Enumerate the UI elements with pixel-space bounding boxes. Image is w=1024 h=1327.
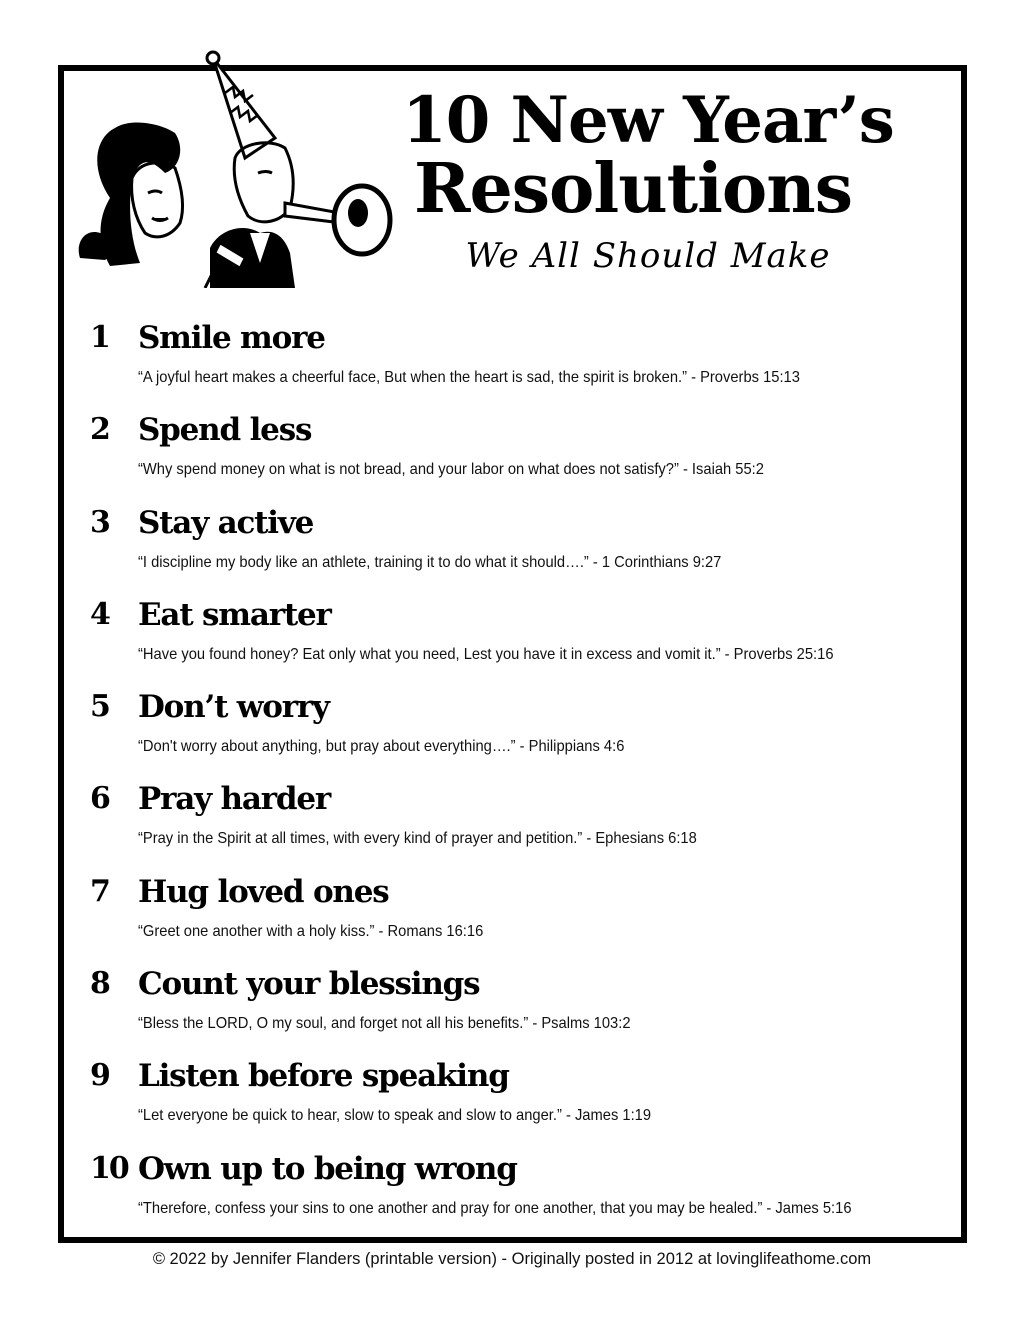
resolution-number: 10 bbox=[90, 1150, 128, 1186]
resolution-quote: “A joyful heart makes a cheerful face, But when the heart is sad, the spirit is broken.” - Proverbs 15:13 bbox=[138, 369, 800, 386]
resolution-item bbox=[90, 318, 960, 410]
resolution-number: 7 bbox=[90, 873, 109, 909]
resolution-title: Eat smarter bbox=[138, 596, 331, 633]
resolution-title: Count your blessings bbox=[138, 966, 480, 1003]
resolution-item bbox=[90, 410, 960, 502]
resolution-item bbox=[90, 779, 960, 871]
resolution-item bbox=[90, 595, 960, 687]
resolutions-list bbox=[90, 318, 960, 1241]
resolution-title: Pray harder bbox=[138, 781, 331, 818]
resolution-quote: “Why spend money on what is not bread, and your labor on what does not satisfy?” - Isaiah 55:2 bbox=[138, 461, 764, 479]
copyright-footer: © 2022 by Jennifer Flanders (printable version) - Originally posted in 2012 at lovinglifeathome.com bbox=[152, 1250, 872, 1268]
resolution-number: 5 bbox=[90, 689, 109, 725]
document-subtitle: We All Should Make bbox=[465, 236, 831, 276]
resolution-title: Listen before speaking bbox=[138, 1058, 509, 1095]
resolution-number: 1 bbox=[90, 320, 109, 355]
resolution-item bbox=[90, 964, 960, 1056]
resolution-title: Spend less bbox=[138, 412, 312, 449]
resolution-quote: “Don't worry about anything, but pray about everything….” - Philippians 4:6 bbox=[138, 738, 625, 756]
resolution-number: 8 bbox=[90, 966, 109, 1002]
resolution-title: Don’t worry bbox=[138, 689, 329, 726]
resolution-quote: “Have you found honey? Eat only what you need, Lest you have it in excess and vomit it.” - Proverbs 25:16 bbox=[138, 645, 834, 663]
resolution-item bbox=[90, 503, 960, 595]
resolution-number: 9 bbox=[90, 1058, 109, 1094]
resolution-number: 2 bbox=[90, 412, 109, 448]
resolution-title: Smile more bbox=[138, 320, 325, 356]
resolution-quote: “Let everyone be quick to hear, slow to speak and slow to anger.” - James 1:19 bbox=[138, 1107, 652, 1125]
document-title bbox=[368, 83, 928, 229]
resolution-item bbox=[90, 687, 960, 779]
title-line-1: 10 New Year’s bbox=[402, 83, 894, 158]
resolution-number: 3 bbox=[90, 504, 109, 540]
resolution-number: 4 bbox=[90, 596, 109, 632]
resolution-quote: “Therefore, confess your sins to one another and pray for one another, that you may be healed.” - James 5:16 bbox=[138, 1199, 852, 1217]
resolution-quote: “Pray in the Spirit at all times, with every kind of prayer and petition.” - Ephesians 6:18 bbox=[138, 830, 697, 848]
resolution-title: Own up to being wrong bbox=[138, 1150, 517, 1187]
resolution-title: Hug loved ones bbox=[138, 873, 389, 910]
resolution-quote: “I discipline my body like an athlete, training it to do what it should….” - 1 Corinthians 9:27 bbox=[138, 553, 722, 571]
resolution-number: 6 bbox=[90, 781, 109, 817]
resolution-quote: “Greet one another with a holy kiss.” - Romans 16:16 bbox=[138, 922, 484, 940]
resolution-item bbox=[90, 872, 960, 964]
resolution-title: Stay active bbox=[138, 504, 314, 541]
resolution-item bbox=[90, 1149, 960, 1241]
title-line-2: Resolutions bbox=[413, 149, 852, 229]
resolution-item bbox=[90, 1056, 960, 1148]
resolution-quote: “Bless the LORD, O my soul, and forget not all his benefits.” - Psalms 103:2 bbox=[138, 1015, 631, 1033]
